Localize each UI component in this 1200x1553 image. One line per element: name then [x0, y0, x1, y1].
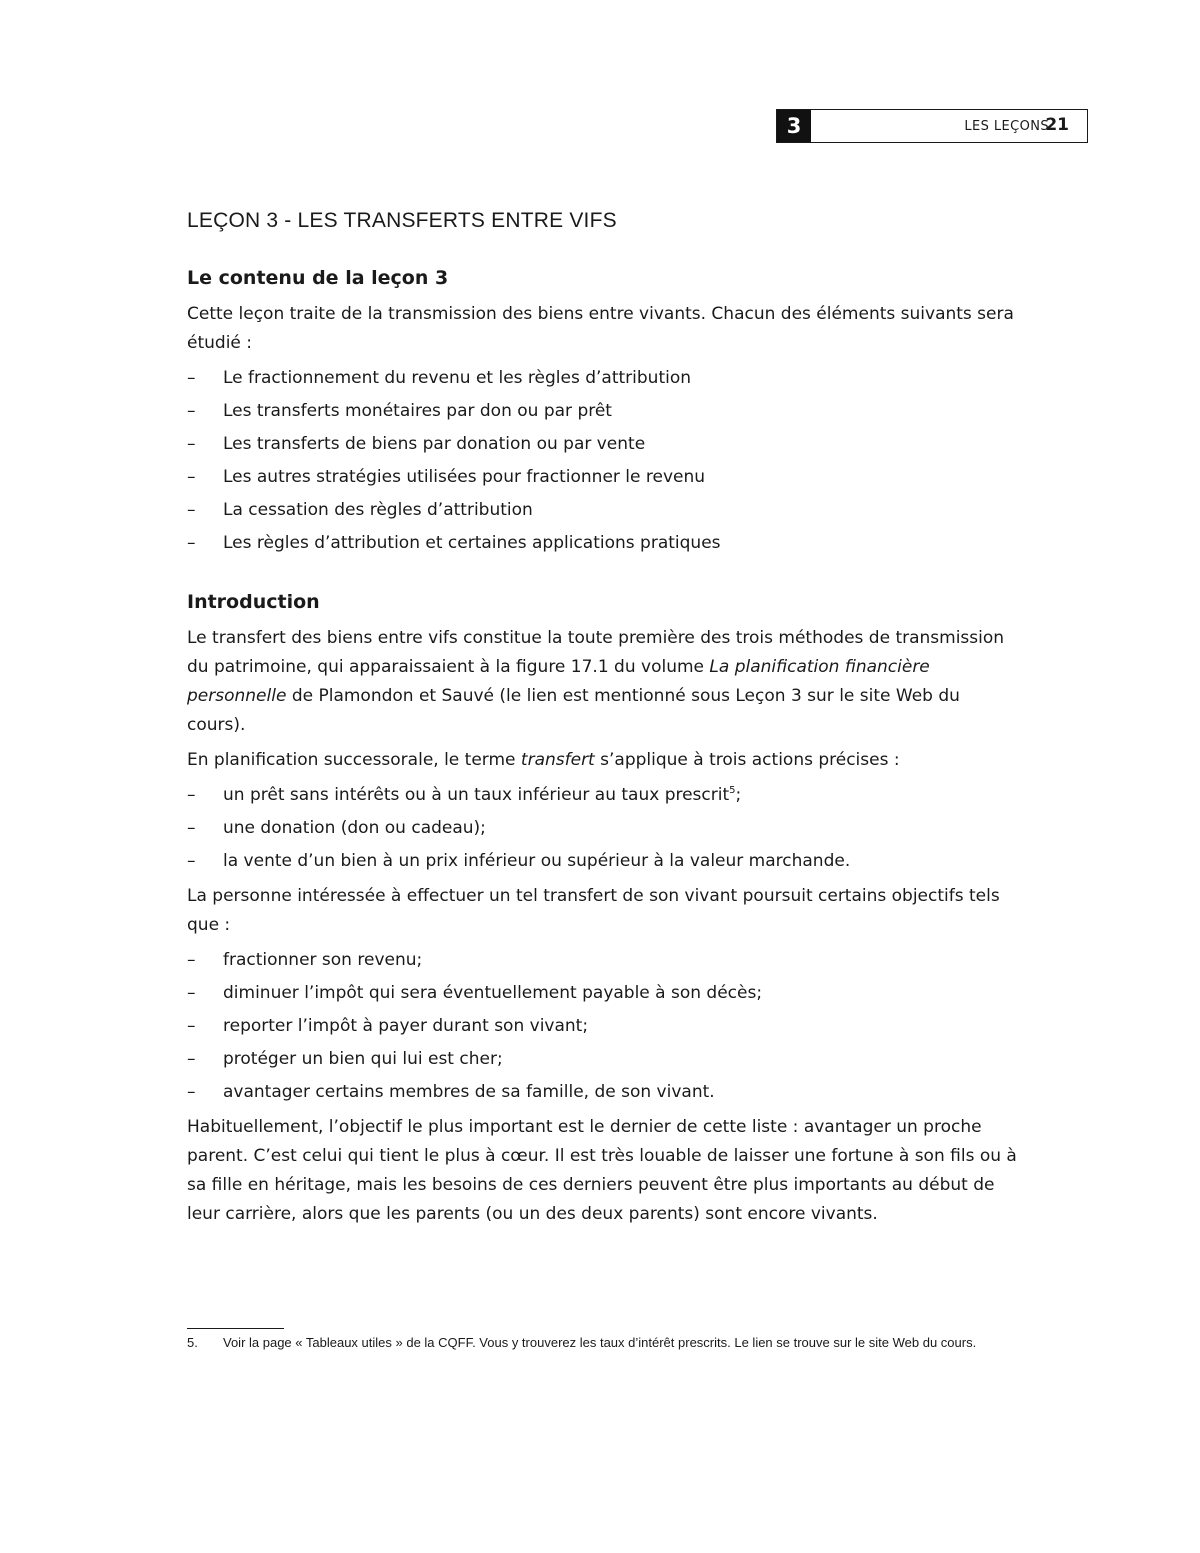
running-header-title: LES LEÇONS — [964, 118, 1049, 134]
introduction-paragraph-2 — [187, 746, 1017, 775]
list-item: – fractionner son revenu; — [187, 946, 1017, 975]
list-item-text: un prêt sans intérêts ou à un taux inférieur au taux prescrit — [223, 785, 730, 805]
list-item: – Les autres stratégies utilisées pour fractionner le revenu — [187, 463, 1017, 492]
list-item: – avantager certains membres de sa famille, de son vivant. — [187, 1078, 1017, 1107]
book-title: La planification financière personnelle — [187, 657, 930, 706]
list-item: – protéger un bien qui lui est cher; — [187, 1045, 1017, 1074]
list-item: – Les règles d’attribution et certaines applications pratiques — [187, 529, 1017, 558]
introduction-paragraph-1 — [187, 624, 1017, 740]
chapter-number-badge: 3 — [777, 110, 811, 142]
list-item: – reporter l’impôt à payer durant son vivant; — [187, 1012, 1017, 1041]
list-item: – la vente d’un bien à un prix inférieur ou supérieur à la valeur marchande. — [187, 847, 1017, 876]
list-item: – Les transferts monétaires par don ou par prêt — [187, 397, 1017, 426]
footnote-number: 5. — [187, 1335, 198, 1350]
list-item-suffix: ; — [735, 785, 742, 805]
paragraph-text: de Plamondon et Sauvé (le lien est mentionné sous Leçon 3 sur le site Web du cours). — [187, 686, 960, 735]
introduction-paragraph-4: Habituellement, l’objectif le plus important est le dernier de cette liste : avantager un proche parent. C’est celui qui tient le plus à cœur. Il est très louable de laisser une fortune à son fils ou à sa fille en héritage, mais les besoins de ces derniers peuvent être plus importants au début de leur carrière, alors que les parents (ou un des deux parents) sont encore vivants. — [187, 1117, 1017, 1224]
content-topics-list — [187, 364, 1017, 558]
content-section-intro: Cette leçon traite de la transmission des biens entre vivants. Chacun des éléments suivants sera étudié : — [187, 304, 1014, 353]
term-transfert: transfert — [520, 750, 595, 770]
content-section-heading: Le contenu de la leçon 3 — [187, 267, 449, 289]
list-item: – Les transferts de biens par donation ou par vente — [187, 430, 1017, 459]
introduction-heading: Introduction — [187, 591, 320, 613]
lesson-title: LEÇON 3 - LES TRANSFERTS ENTRE VIFS — [187, 209, 617, 232]
paragraph-text: En planification successorale, le terme — [187, 750, 521, 770]
list-item: – une donation (don ou cadeau); — [187, 814, 1017, 843]
introduction-paragraph-3: La personne intéressée à effectuer un tel transfert de son vivant poursuit certains objectifs tels que : — [187, 886, 1000, 935]
page-body — [187, 206, 1017, 1235]
list-item: – Le fractionnement du revenu et les règles d’attribution — [187, 364, 1017, 393]
list-item: – diminuer l’impôt qui sera éventuellement payable à son décès; — [187, 979, 1017, 1008]
footnote-reference[interactable]: 5 — [729, 785, 736, 796]
page-number: 21 — [1045, 115, 1069, 135]
list-item — [187, 781, 1017, 810]
footnote-divider — [187, 1328, 284, 1329]
transfer-actions-list — [187, 781, 1017, 876]
running-header — [776, 109, 1088, 143]
list-item: – La cessation des règles d’attribution — [187, 496, 1017, 525]
footnote-text: Voir la page « Tableaux utiles » de la CQFF. Vous y trouverez les taux d’intérêt prescrits. Le lien se trouve sur le site Web du cours. — [223, 1335, 977, 1350]
footnote — [187, 1334, 1017, 1352]
paragraph-text: Le transfert des biens entre vifs constitue la toute première des trois méthodes de transmission du patrimoine, qui apparaissaient à la figure 17.1 du volume — [187, 628, 1005, 677]
objectives-list — [187, 946, 1017, 1107]
paragraph-text: s’applique à trois actions précises : — [594, 750, 900, 770]
